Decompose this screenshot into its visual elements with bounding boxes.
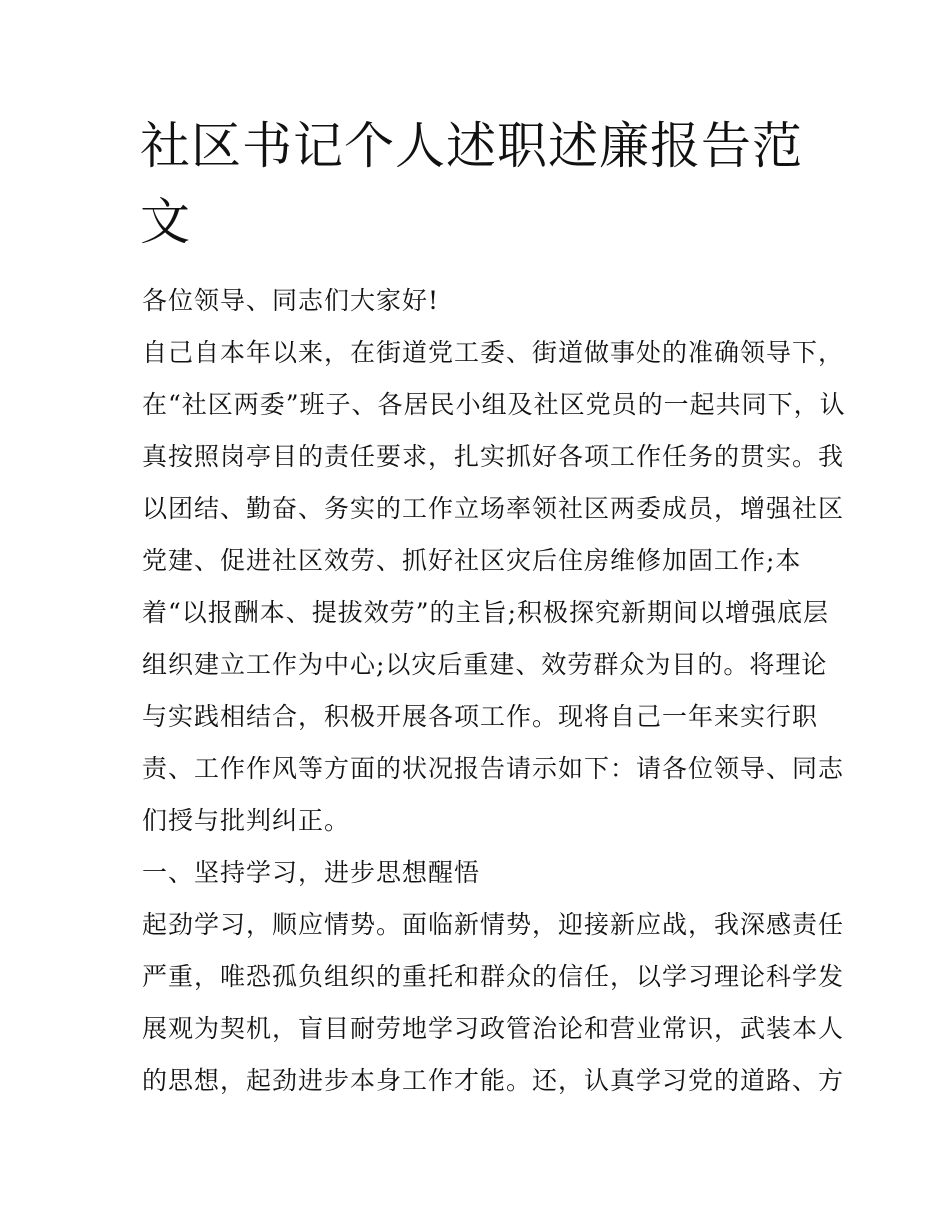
text-line: 真按照岗亭目的责任要求，扎实抓好各项工作任务的贯实。我	[142, 442, 845, 471]
text-line: 着“以报酬本、提拔效劳”的主旨;积极探究新期间以增强底层	[142, 598, 829, 627]
text-line: 党建、促进社区效劳、抓好社区灾后住房维修加固工作;本	[142, 546, 802, 575]
text-line: 以团结、勤奋、务实的工作立场率领社区两委成员，增强社区	[142, 494, 845, 523]
text-line: 与实践相结合，积极开展各项工作。现将自己一年来实行职	[142, 702, 819, 731]
document-title: 社区书记个人述职述廉报告范文	[140, 117, 803, 251]
text-line: 们授与批判纠正。	[142, 806, 351, 835]
text-line: 的思想，起劲进步本身工作才能。还，认真学习党的道路、方	[142, 1066, 845, 1095]
text-line-greeting: 各位领导、同志们大家好!	[142, 286, 440, 315]
text-line: 在“社区两委”班子、各居民小组及社区党员的一起共同下，认	[142, 390, 846, 419]
section-heading: 一、坚持学习，进步思想醒悟	[142, 858, 481, 887]
text-line: 组织建立工作为中心;以灾后重建、效劳群众为目的。将理论	[142, 650, 828, 679]
text-line: 责、工作作风等方面的状况报告请示如下：请各位领导、同志	[142, 754, 845, 783]
text-line: 起劲学习，顺应情势。面临新情势，迎接新应战，我深感责任	[142, 910, 845, 939]
text-line: 严重，唯恐孤负组织的重托和群众的信任，以学习理论科学发	[142, 962, 845, 991]
text-line: 展观为契机，盲目耐劳地学习政管治论和营业常识，武装本人	[142, 1014, 845, 1043]
text-line: 自己自本年以来，在街道党工委、街道做事处的准确领导下，	[142, 338, 845, 367]
